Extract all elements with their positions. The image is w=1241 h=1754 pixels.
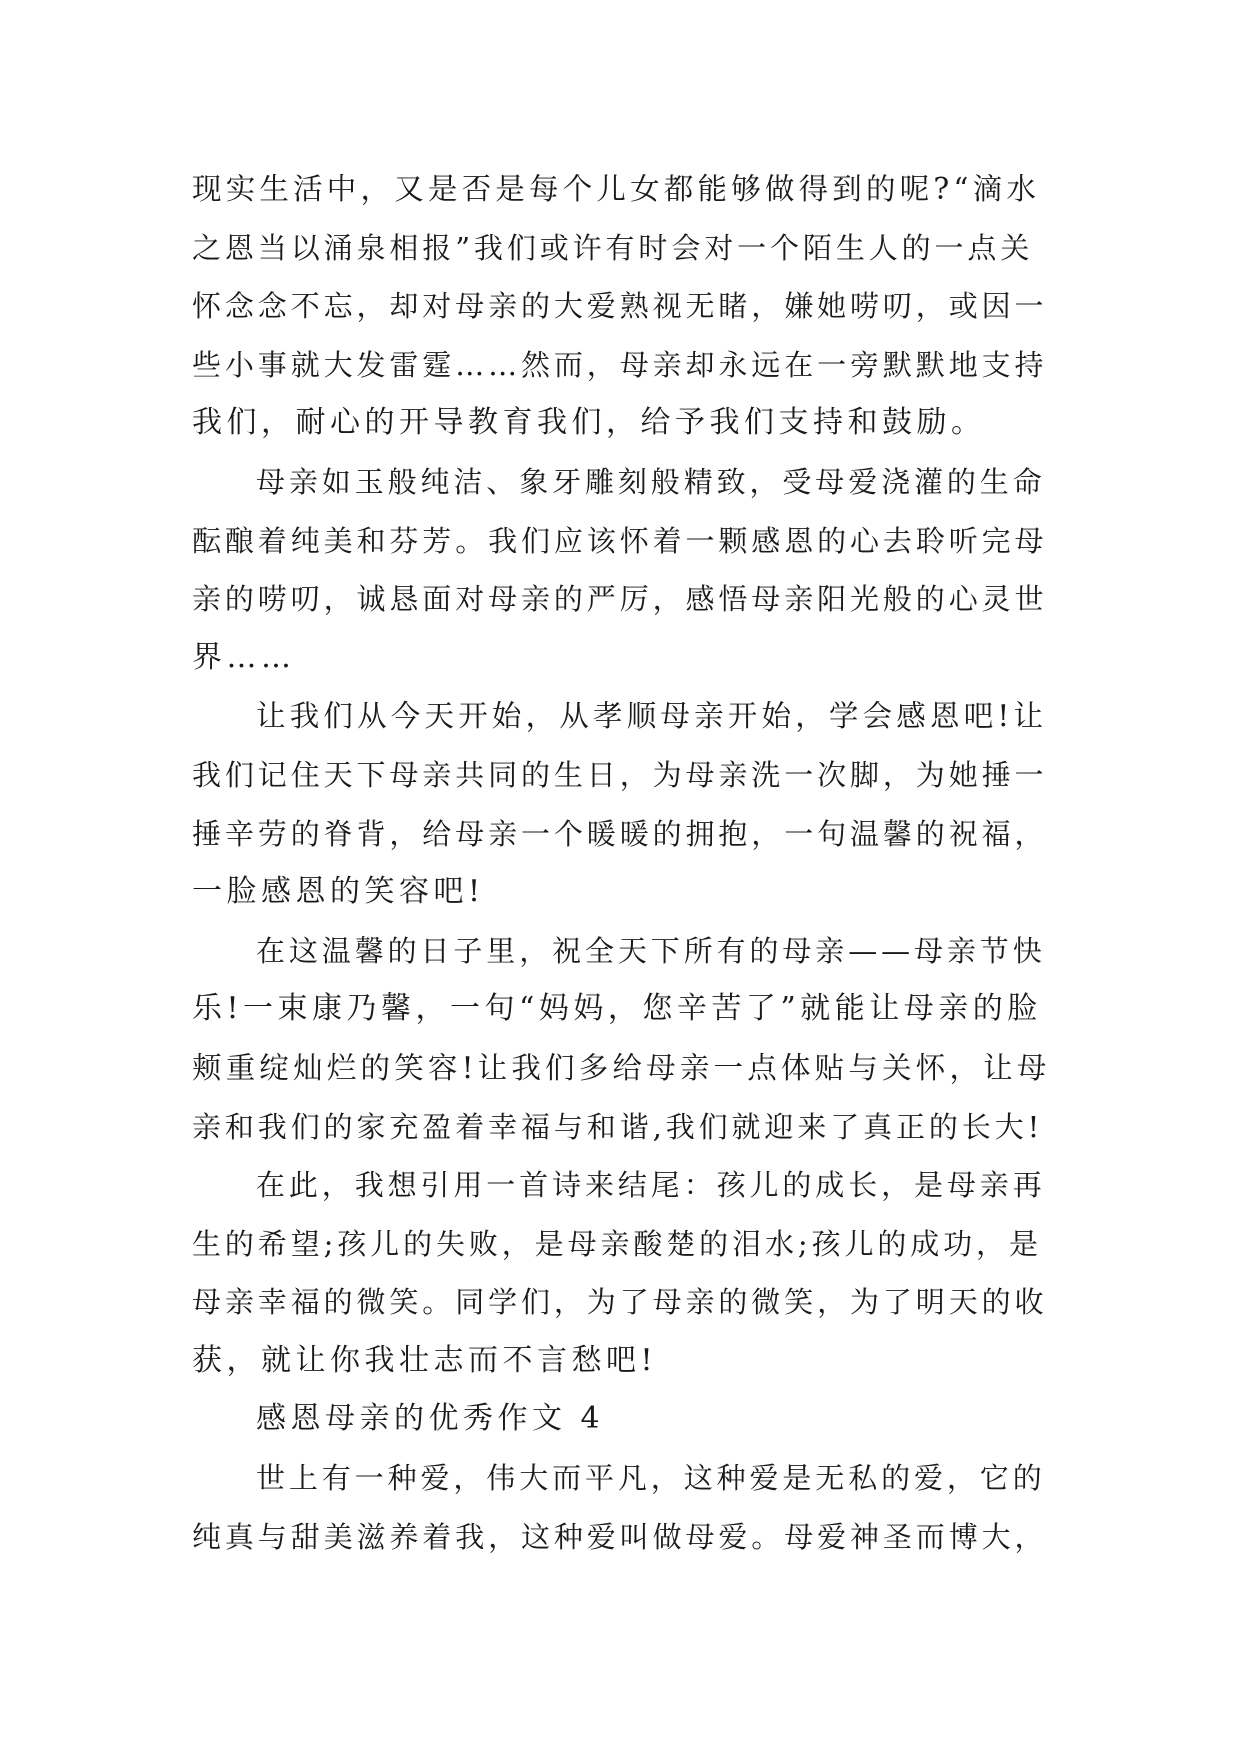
text-line: 捶辛劳的脊背，给母亲一个暖暖的拥抱，一句温馨的祝福， bbox=[192, 816, 1048, 851]
text-line: 获，就让你我壮志而不言愁吧! bbox=[192, 1342, 658, 1378]
section-heading: 感恩母亲的优秀作文 4 bbox=[256, 1401, 605, 1437]
paragraph-first-line: 让我们从今天开始，从孝顺母亲开始，学会感恩吧!让 bbox=[256, 699, 1048, 734]
text-line: 亲的唠叨，诚恳面对母亲的严厉，感悟母亲阳光般的心灵世 bbox=[192, 582, 1048, 617]
paragraph-first-line: 在此，我想引用一首诗来结尾：孩儿的成长，是母亲再 bbox=[256, 1168, 1046, 1203]
paragraph-first-line: 在这温馨的日子里，祝全天下所有的母亲——母亲节快 bbox=[256, 933, 1046, 968]
text-line: 我们，耐心的开导教育我们，给予我们支持和鼓励。 bbox=[192, 405, 986, 441]
text-line: 界…… bbox=[192, 639, 296, 675]
paragraph-first-line: 母亲如玉般纯洁、象牙雕刻般精致，受母爱浇灌的生命 bbox=[256, 464, 1046, 499]
text-line: 之恩当以涌泉相报”我们或许有时会对一个陌生人的一点关 bbox=[192, 230, 1034, 265]
text-line: 纯真与甜美滋养着我，这种爱叫做母爱。母爱神圣而博大， bbox=[192, 1519, 1048, 1554]
text-line: 母亲幸福的微笑。同学们，为了母亲的微笑，为了明天的收 bbox=[192, 1285, 1048, 1320]
document-body bbox=[192, 160, 1052, 1566]
text-line: 一脸感恩的笑容吧! bbox=[192, 874, 485, 910]
text-line: 些小事就大发雷霆……然而，母亲却永远在一旁默默地支持 bbox=[192, 347, 1048, 382]
text-line: 颊重绽灿烂的笑容!让我们多给母亲一点体贴与关怀，让母 bbox=[192, 1050, 1051, 1085]
text-line: 亲和我们的家充盈着幸福与和谐,我们就迎来了真正的长大! bbox=[192, 1109, 1044, 1144]
paragraph-first-line: 世上有一种爱，伟大而平凡，这种爱是无私的爱，它的 bbox=[256, 1461, 1046, 1496]
text-line: 乐!一束康乃馨，一句“妈妈，您辛苦了”就能让母亲的脸 bbox=[192, 991, 1042, 1027]
text-line: 现实生活中，又是否是每个儿女都能够做得到的呢?“滴水 bbox=[192, 172, 1041, 206]
text-line: 生的希望;孩儿的失败，是母亲酸楚的泪水;孩儿的成功，是 bbox=[192, 1226, 1042, 1261]
text-line: 怀念念不忘，却对母亲的大爱熟视无睹，嫌她唠叨，或因一 bbox=[192, 289, 1048, 324]
text-line: 我们记住天下母亲共同的生日，为母亲洗一次脚，为她捶一 bbox=[192, 757, 1048, 792]
text-line: 酝酿着纯美和芬芳。我们应该怀着一颗感恩的心去聆听完母 bbox=[192, 523, 1048, 558]
